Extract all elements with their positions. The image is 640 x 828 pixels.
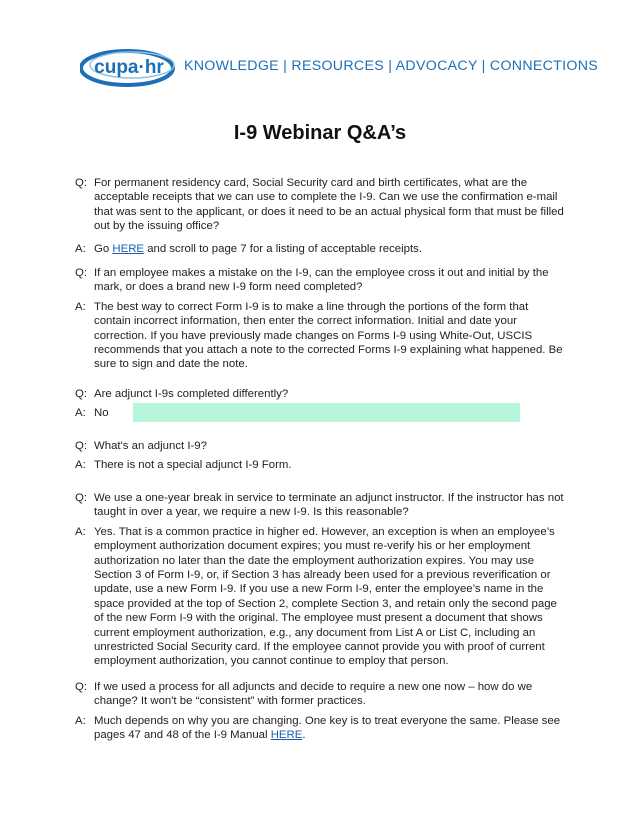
answer-text: [94, 714, 565, 743]
question-row: [75, 491, 565, 520]
question-row: [75, 680, 565, 709]
question-text: If we used a process for all adjuncts and decide to require a new one now – how do we change? It won't be “consistent” with former practices.: [94, 681, 533, 708]
qa-item-3: [75, 387, 565, 421]
answer-text-pre: Go: [94, 242, 113, 255]
answer-row: [75, 714, 565, 743]
header: [80, 44, 599, 88]
here-link[interactable]: HERE: [112, 242, 145, 255]
question-label: Q:: [75, 681, 88, 693]
answer-text: The best way to correct Form I-9 is to make a line through the portions of the form that contain incorrect information, then enter the correct information. Initial and date your correction. If you have previously made changes on Forms I-9 using White-Out, USCIS recommends that you attach a note to the corrected Forms I-9 explaining what happened. Be sure to sign and date the note.: [94, 300, 563, 371]
question-label: Q:: [75, 440, 88, 452]
logo-text: cupa·hr: [94, 57, 164, 78]
answer-text: Yes. That is a common practice in higher ed. However, an exception is when an employee’s employment authorization document expires; you must re-verify his or her employment authorization no later than the date the employment authorization expires. You may use Section 3 of Form I-9, or, if Section 3 has already been used for a previous reverification or update, use a new Form I-9. If you use a new Form I-9, enter the employee’s name in the space provided at the top of Section 2, complete Section 3, and retain only the second page of the new Form I-9 with the original. The employee must present a document that shows current employment authorization, e.g., any document from List A or List C, including an unrestricted Social Security card. If the employee cannot provide you with proof of current employment authorization, you cannot continue to employ that person.: [94, 525, 557, 668]
page-title: I-9 Webinar Q&A’s: [233, 122, 407, 144]
question-label: Q:: [75, 177, 88, 189]
question-text: We use a one-year break in service to terminate an adjunct instructor. If the instructor has not taught in over a year, we require a new I-9. Is this reasonable?: [94, 492, 564, 519]
qa-item-4: [75, 439, 565, 473]
tagline: KNOWLEDGE | RESOURCES | ADVOCACY | CONNECTIONS: [184, 58, 599, 74]
question-label: Q:: [75, 267, 88, 279]
question-text: What's an adjunct I-9?: [94, 440, 207, 452]
manual-here-link[interactable]: HERE: [270, 729, 303, 742]
answer-row: [75, 406, 565, 420]
qa-item-6: [75, 680, 565, 743]
question-text: Are adjunct I-9s completed differently?: [94, 388, 289, 400]
answer-text: There is not a special adjunct I-9 Form.: [94, 459, 292, 472]
answer-row: [75, 525, 565, 669]
answer-label: A:: [75, 525, 86, 538]
answer-label: A:: [75, 459, 86, 472]
answer-text-post: .: [302, 729, 306, 742]
qa-item-5: [75, 491, 565, 669]
question-label: Q:: [75, 492, 88, 504]
question-row: [75, 266, 565, 295]
answer-text: No: [94, 407, 109, 420]
question-label: Q:: [75, 388, 88, 400]
qa-item-1: [75, 176, 565, 256]
answer-label: A:: [75, 300, 86, 313]
answer-label: A:: [75, 714, 86, 727]
question-row: [75, 387, 565, 401]
answer-label: A:: [75, 242, 86, 255]
answer-text-post: and scroll to page 7 for a listing of acceptable receipts.: [144, 242, 422, 255]
question-text: For permanent residency card, Social Security card and birth certificates, what are the acceptable receipts that we can use to complete the I-9. Can we use the confirmation e-mail that was sent to the applicant, or does it need to be an actual physical form that must be filled out by the issuing office?: [94, 177, 564, 233]
answer-label: A:: [75, 407, 86, 420]
question-text: If an employee makes a mistake on the I-9, can the employee cross it out and initial by the mark, or does a brand new I-9 form need completed?: [94, 267, 549, 294]
answer-row: [75, 242, 565, 256]
qa-item-2: [75, 266, 565, 372]
answer-row: [75, 458, 565, 472]
answer-row: [75, 300, 565, 372]
answer-text-pre: Much depends on why you are changing. One key is to treat everyone the same. Please see pages 47 and 48 of the I-9 Manual: [94, 714, 561, 742]
question-row: [75, 439, 565, 453]
question-row: [75, 176, 565, 234]
answer-text: [94, 242, 565, 256]
cupa-hr-logo: [80, 46, 178, 88]
